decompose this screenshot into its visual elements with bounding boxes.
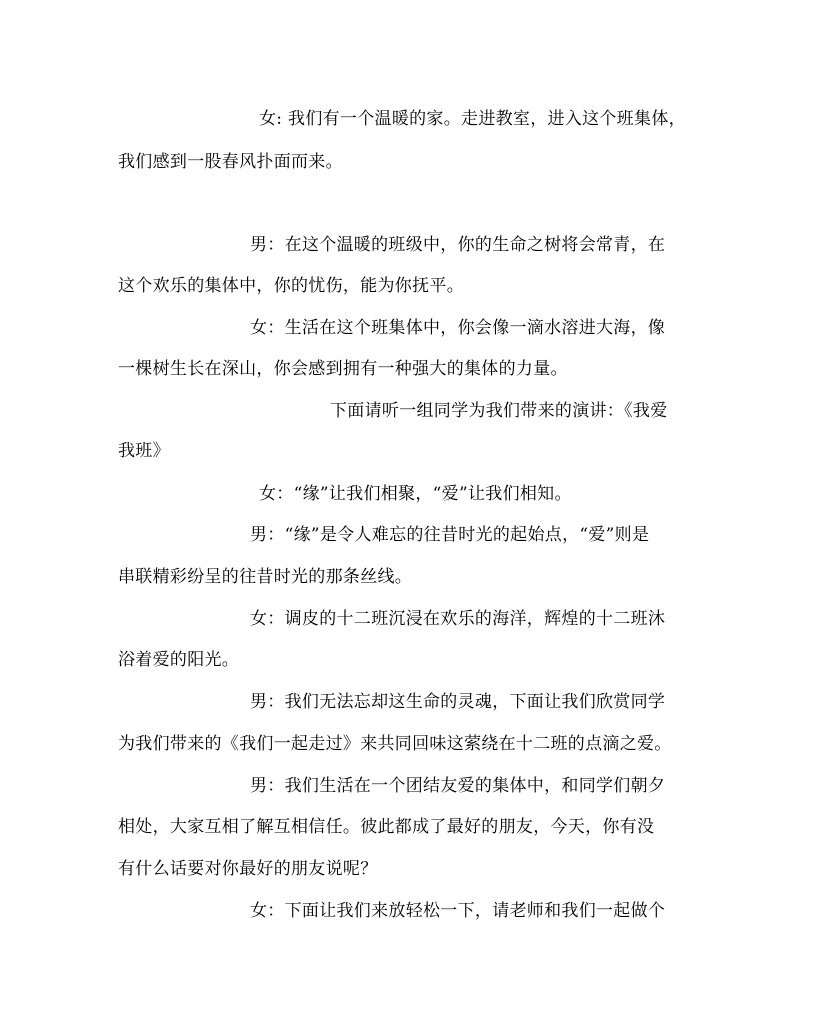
text-line: 为我们带来的《我们一起走过》来共同回味这萦绕在十二班的点滴之爱。 <box>118 734 672 754</box>
text-line: 男：“缘”是令人难忘的往昔时光的起始点，“爱”则是 <box>250 525 650 545</box>
text-line: 这个欢乐的集体中，你的忧伤，能为你抚平。 <box>118 276 464 296</box>
text-line: 女：“缘”让我们相聚，“爱”让我们相知。 <box>259 484 572 504</box>
text-line: 女：调皮的十二班沉浸在欢乐的海洋，辉煌的十二班沐 <box>250 609 666 629</box>
text-line: 相处，大家互相了解互相信任。彼此都成了最好的朋友，今天，你有没 <box>118 817 655 837</box>
text-line: 男：我们生活在一个团结友爱的集体中，和同学们朝夕 <box>250 776 666 796</box>
text-line: 有什么话要对你最好的朋友说呢？ <box>118 859 378 879</box>
text-line: 女: 我们有一个温暖的家。走进教室，进入这个班集体， <box>259 109 686 129</box>
text-line: 下面请听一组同学为我们带来的演讲：《我爱 <box>330 401 668 421</box>
text-line: 女：生活在这个班集体中，你会像一滴水溶进大海，像 <box>250 318 666 338</box>
text-line: 浴着爱的阳光。 <box>118 650 240 670</box>
text-line: 我们感到一股春风扑面而来。 <box>118 152 343 172</box>
text-line: 男：在这个温暖的班级中，你的生命之树将会常青，在 <box>250 235 666 255</box>
text-line: 串联精彩纷呈的往昔时光的那条丝线。 <box>118 567 413 587</box>
text-line: 女：下面让我们来放轻松一下，请老师和我们一起做个 <box>250 901 666 921</box>
text-line: 我班》 <box>118 441 170 461</box>
text-line: 一棵树生长在深山，你会感到拥有一种强大的集体的力量。 <box>118 359 568 379</box>
text-line: 男：我们无法忘却这生命的灵魂，下面让我们欣赏同学 <box>250 692 666 712</box>
